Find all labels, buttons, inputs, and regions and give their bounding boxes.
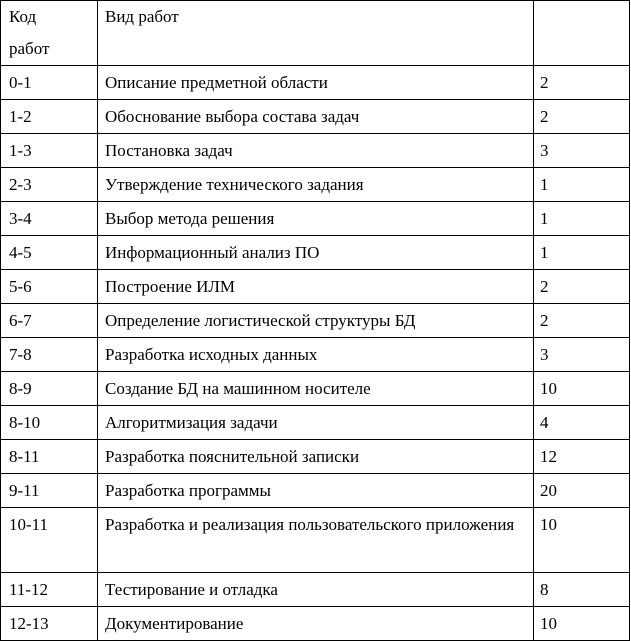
work-duration: 3 — [540, 345, 549, 364]
header-code-line2: работ — [9, 39, 50, 58]
work-name: Разработка пояснительной записки — [105, 447, 360, 466]
work-duration: 10 — [540, 614, 557, 633]
work-duration: 8 — [540, 580, 549, 599]
work-code: 12-13 — [9, 614, 49, 633]
work-duration: 2 — [540, 277, 549, 296]
work-name-cell — [98, 372, 534, 406]
work-duration-cell — [534, 236, 630, 270]
table-row — [1, 304, 630, 338]
work-name: Создание БД на машинном носителе — [105, 379, 371, 398]
work-name-cell — [98, 270, 534, 304]
work-name-cell — [98, 134, 534, 168]
work-duration: 20 — [540, 481, 557, 500]
work-name-cell — [98, 338, 534, 372]
work-name: Выбор метода решения — [105, 209, 275, 228]
work-code-cell — [1, 573, 98, 607]
work-name: Алгоритмизация задачи — [105, 413, 278, 432]
work-name: Информационный анализ ПО — [105, 243, 320, 262]
work-duration: 12 — [540, 447, 557, 466]
table-row — [1, 270, 630, 304]
work-name: Определение логистической структуры БД — [105, 311, 416, 330]
table-row — [1, 66, 630, 100]
work-name-cell — [98, 100, 534, 134]
table-row — [1, 474, 630, 508]
work-name-cell — [98, 66, 534, 100]
work-code-cell — [1, 134, 98, 168]
table-row — [1, 338, 630, 372]
header-code-line1: Код — [9, 7, 37, 26]
work-duration: 10 — [540, 379, 557, 398]
work-duration: 4 — [540, 413, 549, 432]
work-name-cell — [98, 304, 534, 338]
work-code-cell — [1, 508, 98, 573]
work-code: 1-2 — [9, 107, 32, 126]
table-row — [1, 607, 630, 641]
work-code: 10-11 — [9, 515, 49, 534]
work-name: Разработка и реализация пользовательского приложения — [105, 515, 515, 534]
work-code: 3-4 — [9, 209, 32, 228]
work-code: 7-8 — [9, 345, 32, 364]
work-duration: 2 — [540, 311, 549, 330]
table-row — [1, 134, 630, 168]
work-name-cell — [98, 508, 534, 573]
work-code-cell — [1, 66, 98, 100]
work-duration: 1 — [540, 175, 549, 194]
table-row — [1, 508, 630, 573]
work-duration-cell — [534, 372, 630, 406]
work-name: Разработка исходных данных — [105, 345, 318, 364]
work-code-cell — [1, 607, 98, 641]
work-duration-cell — [534, 270, 630, 304]
work-duration: 2 — [540, 107, 549, 126]
work-name-cell — [98, 406, 534, 440]
work-duration: 1 — [540, 209, 549, 228]
work-duration-cell — [534, 168, 630, 202]
work-name-cell — [98, 573, 534, 607]
work-name: Описание предметной области — [105, 73, 328, 92]
work-code: 8-10 — [9, 413, 41, 432]
header-duration-cell — [534, 1, 630, 66]
table-row — [1, 406, 630, 440]
work-code-cell — [1, 372, 98, 406]
table-row — [1, 236, 630, 270]
work-duration-cell — [534, 100, 630, 134]
work-name-cell — [98, 474, 534, 508]
table-header-row — [1, 1, 630, 66]
work-duration-cell — [534, 134, 630, 168]
work-code-cell — [1, 270, 98, 304]
work-duration: 2 — [540, 73, 549, 92]
table-row — [1, 100, 630, 134]
work-code-cell — [1, 236, 98, 270]
work-duration-cell — [534, 338, 630, 372]
work-code-cell — [1, 440, 98, 474]
work-code: 11-12 — [9, 580, 49, 599]
work-duration-cell — [534, 66, 630, 100]
work-duration-cell — [534, 304, 630, 338]
work-name-cell — [98, 202, 534, 236]
work-code: 1-3 — [9, 141, 32, 160]
work-name: Постановка задач — [105, 141, 233, 160]
work-code-cell — [1, 406, 98, 440]
work-duration: 3 — [540, 141, 549, 160]
work-name: Утверждение технического задания — [105, 175, 364, 194]
work-name: Тестирование и отладка — [105, 580, 278, 599]
work-name: Обоснование выбора состава задач — [105, 107, 360, 126]
work-name-cell — [98, 607, 534, 641]
work-code: 8-11 — [9, 447, 40, 466]
work-code-cell — [1, 168, 98, 202]
work-duration-cell — [534, 202, 630, 236]
work-duration-cell — [534, 406, 630, 440]
work-duration-cell — [534, 440, 630, 474]
work-code-cell — [1, 338, 98, 372]
work-code: 5-6 — [9, 277, 32, 296]
table-row — [1, 440, 630, 474]
work-duration-cell — [534, 508, 630, 573]
work-name-cell — [98, 168, 534, 202]
work-duration: 1 — [540, 243, 549, 262]
work-name: Разработка программы — [105, 481, 271, 500]
work-code: 4-5 — [9, 243, 32, 262]
work-code: 8-9 — [9, 379, 32, 398]
header-name: Вид работ — [105, 7, 179, 26]
work-code-cell — [1, 100, 98, 134]
table-row — [1, 372, 630, 406]
work-code: 6-7 — [9, 311, 32, 330]
table-row — [1, 168, 630, 202]
works-table-body — [1, 1, 630, 641]
work-duration-cell — [534, 607, 630, 641]
work-duration-cell — [534, 474, 630, 508]
work-code-cell — [1, 474, 98, 508]
work-code: 9-11 — [9, 481, 40, 500]
header-code-cell — [1, 1, 98, 66]
work-code-cell — [1, 304, 98, 338]
work-name: Построение ИЛМ — [105, 277, 236, 296]
work-code-cell — [1, 202, 98, 236]
work-name: Документирование — [105, 614, 244, 633]
work-name-cell — [98, 236, 534, 270]
work-duration-cell — [534, 573, 630, 607]
table-row — [1, 573, 630, 607]
work-duration: 10 — [540, 515, 557, 534]
work-name-cell — [98, 440, 534, 474]
header-name-cell — [98, 1, 534, 66]
table-row — [1, 202, 630, 236]
work-code: 2-3 — [9, 175, 32, 194]
work-code: 0-1 — [9, 73, 32, 92]
